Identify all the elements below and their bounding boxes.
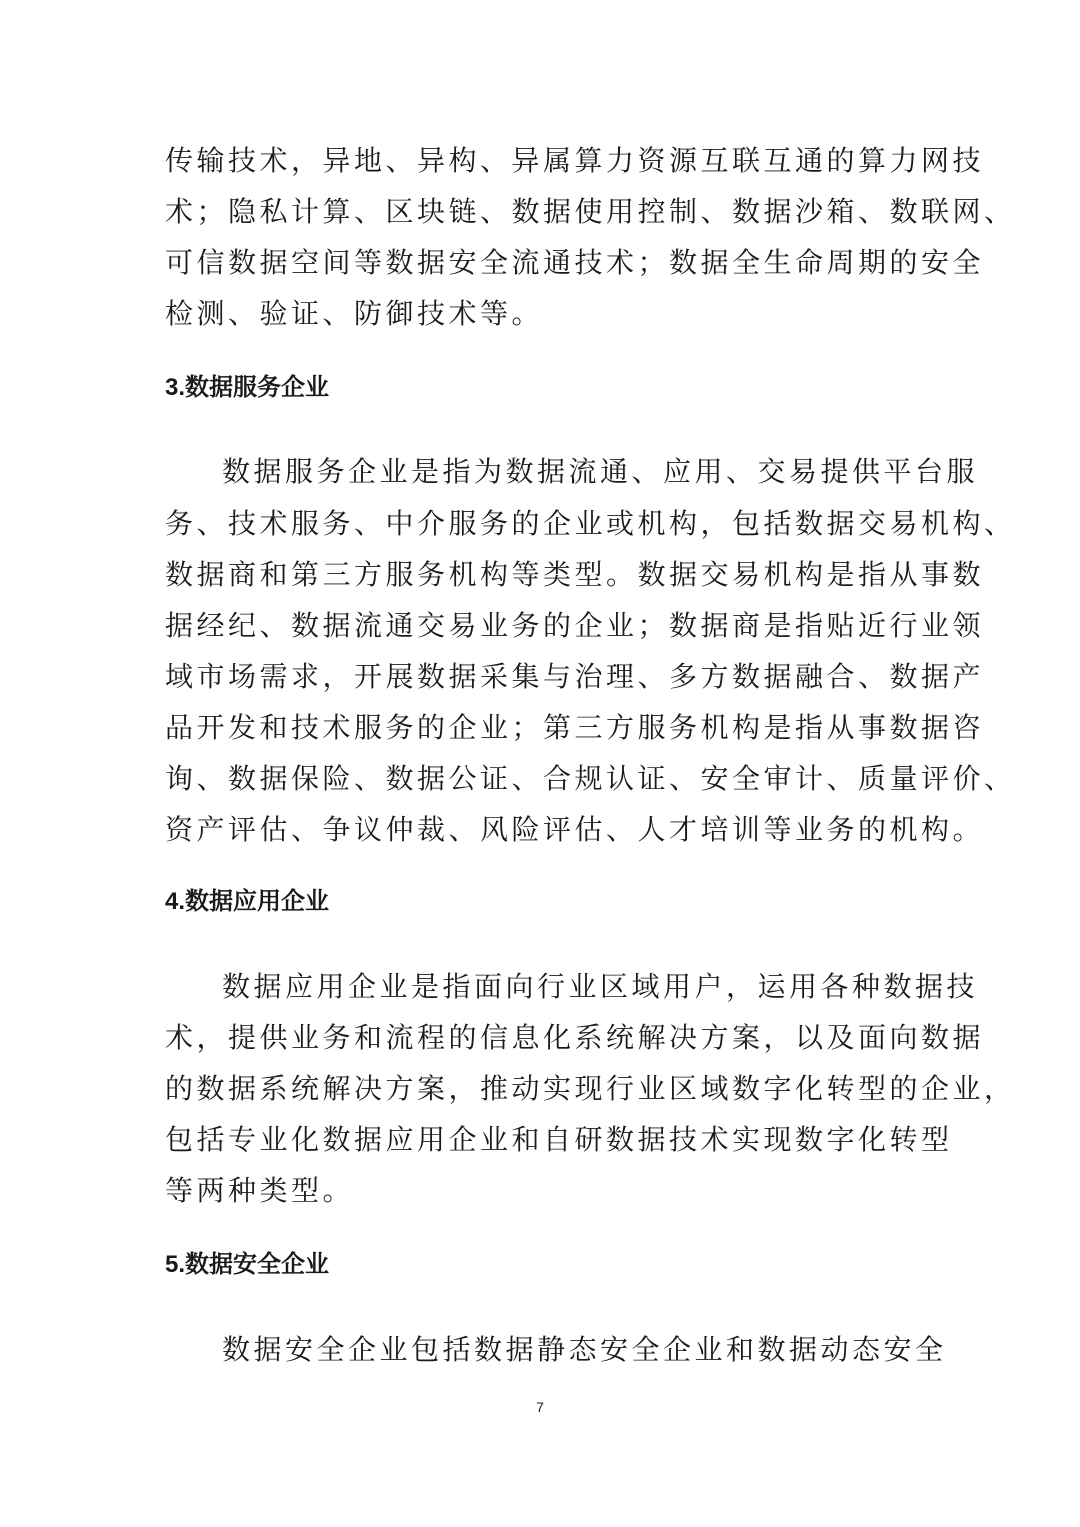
paragraph-line: 务、技术服务、中介服务的企业或机构，包括数据交易机构、 [165, 507, 1016, 540]
paragraph-line: 数据应用企业是指面向行业区域用户，运用各种数据技 [222, 970, 979, 1003]
paragraph-line: 数据安全企业包括数据静态安全企业和数据动态安全 [222, 1333, 947, 1366]
paragraph-line: 等两种类型。 [165, 1174, 355, 1207]
paragraph-line: 询、数据保险、数据公证、合规认证、安全审计、质量评价、 [165, 762, 1016, 795]
section-heading: 4.数据应用企业 [165, 888, 330, 915]
paragraph-line: 包括专业化数据应用企业和自研数据技术实现数字化转型 [165, 1123, 953, 1156]
paragraph-line: 的数据系统解决方案，推动实现行业区域数字化转型的企业， [165, 1072, 1016, 1105]
paragraph-line: 可信数据空间等数据安全流通技术；数据全生命周期的安全 [165, 246, 985, 279]
paragraph-line: 域市场需求，开展数据采集与治理、多方数据融合、数据产 [165, 660, 985, 693]
section-heading: 5.数据安全企业 [165, 1251, 330, 1278]
section-heading: 3.数据服务企业 [165, 374, 330, 401]
paragraph-line: 传输技术，异地、异构、异属算力资源互联互通的算力网技 [165, 144, 985, 177]
paragraph-line: 资产评估、争议仲裁、风险评估、人才培训等业务的机构。 [165, 813, 985, 846]
paragraph-line: 术，提供业务和流程的信息化系统解决方案，以及面向数据 [165, 1021, 985, 1054]
page-number: 7 [536, 1399, 544, 1415]
paragraph-line: 品开发和技术服务的企业；第三方服务机构是指从事数据咨 [165, 711, 985, 744]
paragraph-line: 数据服务企业是指为数据流通、应用、交易提供平台服 [222, 455, 979, 488]
paragraph-line: 数据商和第三方服务机构等类型。数据交易机构是指从事数 [165, 558, 985, 591]
paragraph-line: 检测、验证、防御技术等。 [165, 297, 544, 330]
paragraph-line: 据经纪、数据流通交易业务的企业；数据商是指贴近行业领 [165, 609, 985, 642]
paragraph-line: 术；隐私计算、区块链、数据使用控制、数据沙箱、数联网、 [165, 195, 1016, 228]
